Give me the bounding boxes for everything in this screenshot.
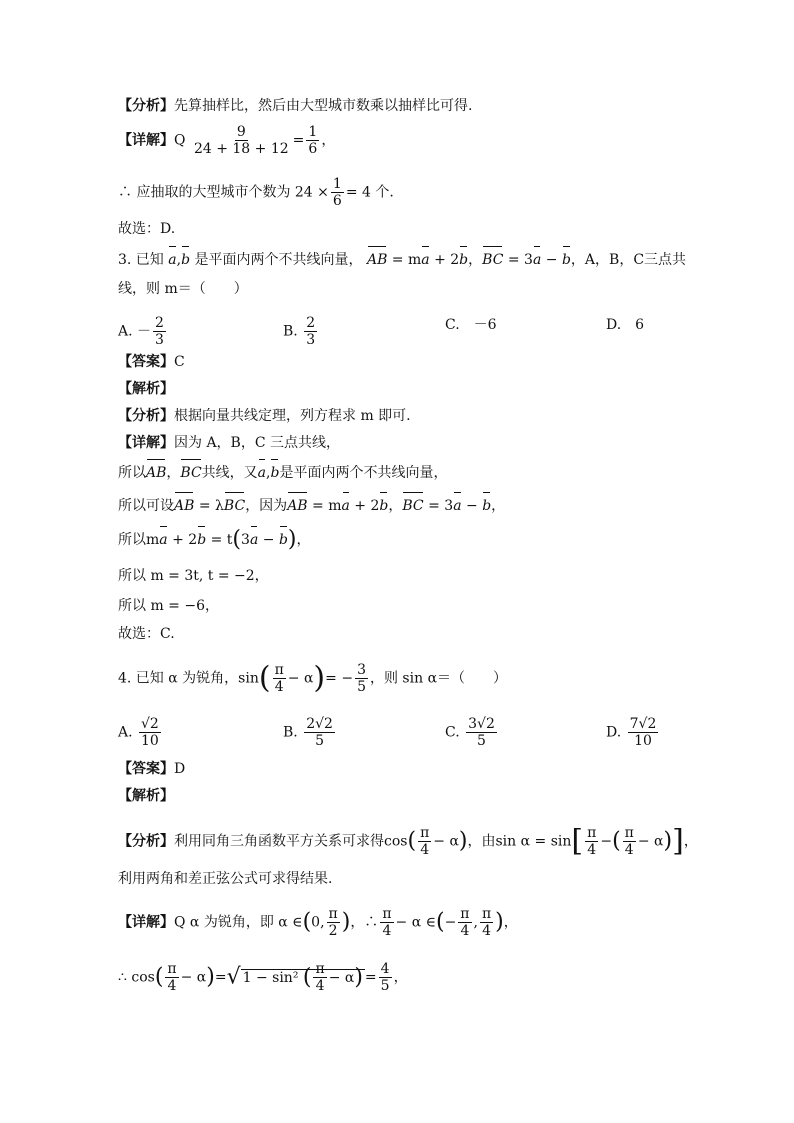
q4-answer: 【答案】D	[118, 761, 186, 777]
fraction-ratio: $\frac{1}{6}$	[308, 124, 318, 157]
q3-stem-b: 是平面内两个不共线向量，	[194, 252, 363, 268]
q4-analysis: 【分析】利用同角三角函数平方关系可求得cos( $\frac{\pi}{4}$ − α)，由sin α = sin[ $\frac{\pi}{4}$ −( $\frac{\pi}{4}$ − α)]，	[118, 823, 698, 859]
q3-solution-heading: 【解析】	[118, 381, 174, 397]
q3-line4: 所以 m = 3t, t = −2，	[118, 568, 269, 584]
equals: =	[292, 132, 305, 149]
q3-stem-line2: 线，则 m＝（ ）	[118, 281, 248, 297]
analysis-tag: 【分析】	[118, 98, 174, 114]
q3-option-b[interactable]: B. $\frac{2}{3}$	[283, 315, 316, 348]
q4-option-a[interactable]: A. $\frac{√2}{10}$	[118, 716, 159, 749]
q3-option-d[interactable]: D. 6	[606, 317, 645, 333]
q4-stem: 4. 已知 α 为锐角，sin( $\frac{\pi}{4}$ − α)= − $\frac{3}{5}$ ，则 sin α＝（ ）	[118, 660, 508, 696]
detail-line	[118, 124, 335, 157]
fraction-sample: $\frac{9}{24 + 18 + 12}$	[193, 124, 289, 157]
result-text: ∴ 应抽取的大型城市个数为 24 ×	[118, 184, 329, 201]
q3-option-a[interactable]: A. － $\frac{2}{3}$	[118, 315, 164, 348]
q3-line1: 所以AB，BC共线，又a,b是平面内两个不共线向量，	[118, 465, 448, 481]
q4-analysis-line2: 利用两角和差正弦公式可求得结果.	[118, 871, 333, 887]
q3-line5: 所以 m = −6，	[118, 598, 219, 614]
q4-option-b[interactable]: B. $\frac{2√2}{5}$	[283, 716, 333, 749]
detail-tag: 【详解】	[118, 132, 174, 149]
q3-analysis: 【分析】根据向量共线定理，列方程求 m 即可.	[118, 408, 411, 424]
q3-choice: 故选：C.	[118, 626, 175, 642]
comma: ，	[321, 132, 336, 149]
q3-option-c[interactable]: C. －6	[445, 317, 497, 333]
q4-option-d[interactable]: D. $\frac{7√2}{10}$	[606, 716, 657, 749]
q3-line2: 所以可设AB = λBC，因为AB = ma + 2b，BC = 3a − b，	[118, 498, 506, 514]
q3-stem-c: ，A，B，C三点共	[570, 252, 687, 268]
q3-answer: 【答案】C	[118, 354, 185, 370]
q4-solution-heading: 【解析】	[118, 788, 174, 804]
vec-a: a	[168, 252, 177, 268]
result-value: = 4 个.	[345, 184, 394, 201]
analysis-line	[118, 96, 472, 116]
result-line	[118, 176, 394, 209]
q4-last-line: ∴ cos( $\frac{\pi}{4}$ − α)=√ 1 − sin² ( $\frac{\pi}{4}$ − α) = $\frac{4}{5}$ ，	[118, 961, 408, 994]
therefore-glyph: Q	[174, 132, 186, 149]
q4-option-c[interactable]: C. $\frac{3√2}{5}$	[445, 716, 495, 749]
vec-b: b	[181, 252, 191, 268]
analysis-text: 先算抽样比，然后由大型城市数乘以抽样比可得.	[174, 98, 473, 114]
vec-ab-eq: AB = ma + 2b，BC = 3a − b	[366, 252, 571, 268]
q3-stem-a: 3. 已知	[118, 252, 164, 268]
q3-stem: 3. 已知 a,b 是平面内两个不共线向量， AB = ma + 2b，BC = 3a − b，A，B，C三点共	[118, 252, 687, 268]
choice-line: 故选：D.	[118, 221, 176, 237]
fraction-one-sixth: $\frac{1}{6}$	[332, 176, 342, 209]
q3-line3: 所以ma + 2b = t(3a − b)，	[118, 527, 311, 552]
q3-detail: 【详解】因为 A，B，C 三点共线，	[118, 435, 341, 451]
q4-detail: 【详解】Q α 为锐角，即 α ∈(0, $\frac{\pi}{2}$ )，∴ $\frac{\pi}{4}$ − α ∈(− $\frac{\pi}{4}$ , $\frac{\pi}{4}$ )，	[118, 906, 518, 939]
